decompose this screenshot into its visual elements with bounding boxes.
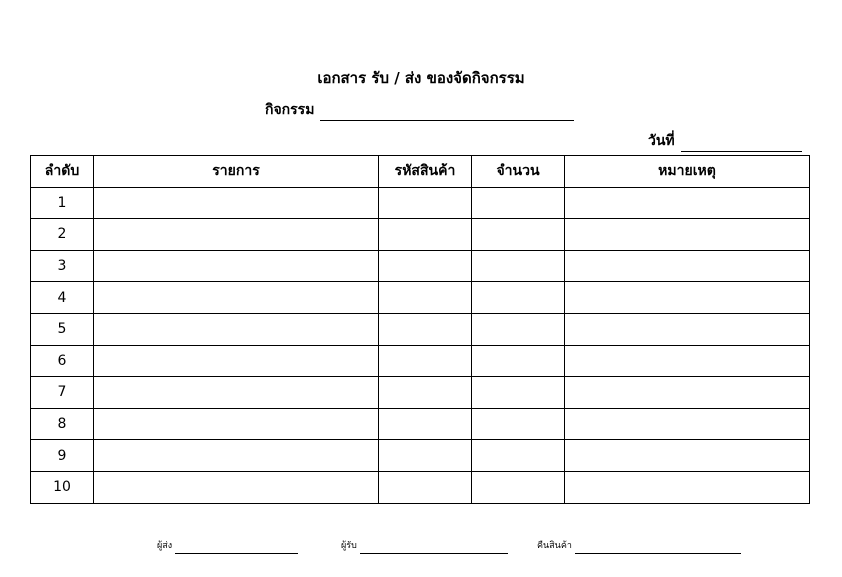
row-index: 5 [31,313,94,345]
cell-product-code[interactable] [379,282,472,314]
table-header-row [31,156,810,188]
date-label: วันที่ [648,133,675,149]
cell-quantity[interactable] [472,219,565,251]
table-row [31,377,810,409]
row-index: 9 [31,440,94,472]
table-row [31,313,810,345]
cell-item[interactable] [94,345,379,377]
cell-item[interactable] [94,313,379,345]
cell-quantity[interactable] [472,187,565,219]
cell-product-code[interactable] [379,377,472,409]
cell-remarks[interactable] [565,313,810,345]
cell-remarks[interactable] [565,377,810,409]
cell-item[interactable] [94,440,379,472]
return-label: คืนสินค้า [537,541,572,551]
activity-field [265,99,574,121]
cell-item[interactable] [94,187,379,219]
cell-product-code[interactable] [379,471,472,503]
receiver-label: ผู้รับ [341,541,357,551]
cell-quantity[interactable] [472,345,565,377]
receiver-signature [341,538,508,554]
cell-quantity[interactable] [472,313,565,345]
cell-quantity[interactable] [472,408,565,440]
cell-quantity[interactable] [472,377,565,409]
cell-quantity[interactable] [472,250,565,282]
cell-item[interactable] [94,377,379,409]
cell-product-code[interactable] [379,345,472,377]
row-index: 2 [31,219,94,251]
cell-remarks[interactable] [565,471,810,503]
cell-product-code[interactable] [379,313,472,345]
cell-remarks[interactable] [565,345,810,377]
cell-product-code[interactable] [379,187,472,219]
items-table [30,155,810,504]
cell-item[interactable] [94,471,379,503]
cell-remarks[interactable] [565,250,810,282]
cell-remarks[interactable] [565,282,810,314]
table-row [31,250,810,282]
cell-remarks[interactable] [565,219,810,251]
row-index: 3 [31,250,94,282]
sender-signature-line[interactable] [175,541,298,554]
row-index: 6 [31,345,94,377]
cell-product-code[interactable] [379,250,472,282]
cell-quantity[interactable] [472,440,565,472]
row-index: 7 [31,377,94,409]
header-index: ลำดับ [31,156,94,188]
cell-product-code[interactable] [379,440,472,472]
row-index: 4 [31,282,94,314]
return-signature-line[interactable] [575,541,741,554]
table-row [31,187,810,219]
sender-signature [157,538,298,554]
table-row [31,219,810,251]
table-row [31,440,810,472]
cell-product-code[interactable] [379,219,472,251]
table-row [31,471,810,503]
return-signature [537,538,741,554]
cell-item[interactable] [94,219,379,251]
row-index: 1 [31,187,94,219]
cell-item[interactable] [94,408,379,440]
header-remarks: หมายเหตุ [565,156,810,188]
date-blank-line[interactable] [681,134,802,152]
header-item: รายการ [94,156,379,188]
document-title: เอกสาร รับ / ส่ง ของจัดกิจกรรม [317,69,525,87]
cell-item[interactable] [94,250,379,282]
cell-quantity[interactable] [472,471,565,503]
cell-remarks[interactable] [565,187,810,219]
receiver-signature-line[interactable] [360,541,508,554]
cell-remarks[interactable] [565,440,810,472]
date-field [648,130,802,152]
cell-item[interactable] [94,282,379,314]
activity-label: กิจกรรม [265,102,315,118]
sender-label: ผู้ส่ง [157,541,173,551]
row-index: 10 [31,471,94,503]
signature-section [0,538,842,558]
cell-product-code[interactable] [379,408,472,440]
activity-blank-line[interactable] [320,103,574,121]
cell-remarks[interactable] [565,408,810,440]
table-row [31,345,810,377]
table-row [31,408,810,440]
header-quantity: จำนวน [472,156,565,188]
row-index: 8 [31,408,94,440]
header-product-code: รหัสสินค้า [379,156,472,188]
table-row [31,282,810,314]
cell-quantity[interactable] [472,282,565,314]
